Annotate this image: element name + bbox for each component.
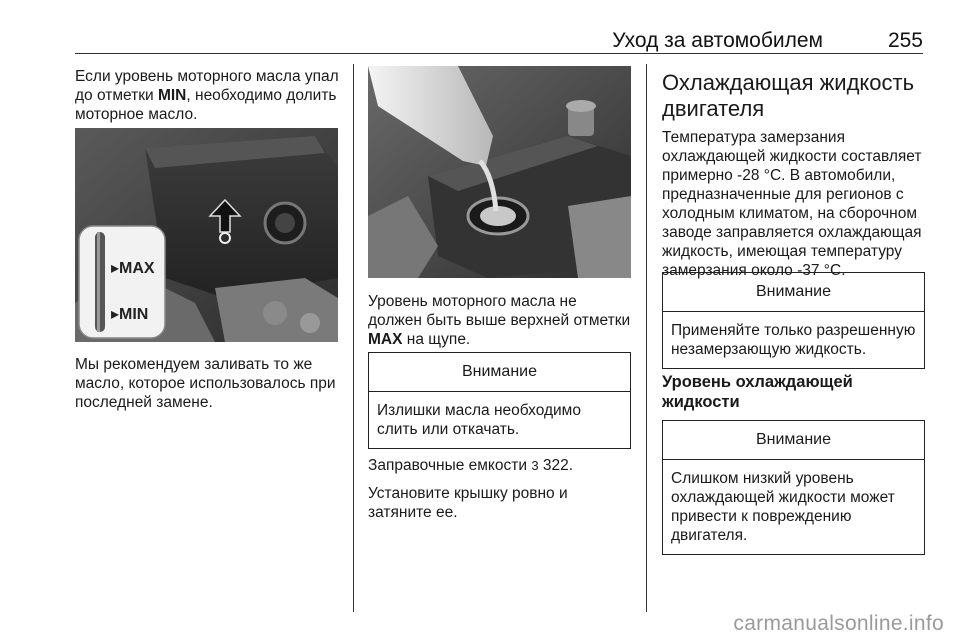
- page-number: 255: [887, 29, 923, 52]
- column-middle: [368, 292, 633, 358]
- paragraph-capacities[interactable]: Заправочные емкости 3 322.: [368, 457, 574, 474]
- paragraph-install-cap: Установите крышку ровно и затяните ее.: [368, 485, 568, 521]
- paragraph-recommend-oil: Мы рекомендуем заливать то же масло, которое использовалось при последней замене.: [75, 356, 336, 411]
- warning-box-excess-oil: [368, 352, 631, 449]
- dipstick-min-label: ▸MIN: [111, 306, 149, 323]
- warning-text: Излишки масла необходимо слить или откачать.: [377, 402, 581, 438]
- oil-filling-illustration: [368, 66, 631, 278]
- warning-title: Внимание: [663, 273, 924, 312]
- page-ref-link[interactable]: 322.: [542, 457, 574, 474]
- page-ref-icon: 3: [531, 458, 539, 473]
- section-heading-coolant: Охлаждающая жидкость двигателя: [662, 70, 915, 121]
- column-left: [75, 67, 343, 133]
- dipstick-max-label: ▸MAX: [111, 260, 155, 277]
- min-mark-label: MIN: [157, 87, 187, 104]
- paragraph-min-level: Если уровень моторного масла упал до отметки MIN, необходимо долить моторное масло.: [75, 68, 339, 123]
- page-header: [75, 27, 923, 54]
- warning-title: Внимание: [369, 353, 630, 392]
- column-divider-left: [353, 64, 354, 612]
- oil-filling-photo: [368, 66, 631, 278]
- column-right: [662, 70, 927, 289]
- section-title: Уход за автомобилем: [612, 29, 823, 52]
- dipstick-photo: [75, 128, 338, 342]
- coolant-level-heading-wrap: [662, 372, 927, 412]
- paragraph-max-level: Уровень моторного масла не должен быть выше верхней отметки MAX на щупе.: [368, 293, 631, 348]
- watermark: carmanualsonline.info: [733, 612, 944, 635]
- warning-title: Внимание: [663, 421, 924, 460]
- warning-box-low-coolant: [662, 420, 925, 555]
- max-mark-label: MAX: [368, 331, 403, 348]
- warning-text: Слишком низкий уровень охлаждающей жидкости может привести к повреждению двигателя.: [671, 470, 895, 544]
- column-divider-right: [646, 64, 647, 612]
- paragraph-coolant-freezing: Температура замерзания охлаждающей жидкости составляет примерно -28 °C. В автомобили, предназначенные для регионов с холодным климатом, на сборочном заводе заправляется охлаждающая жидкость, имеющая температуру замерзания около -37 °C.: [662, 129, 922, 279]
- subheading-coolant-level: Уровень охлаждающей жидкости: [662, 373, 853, 411]
- column-left-lower: [75, 355, 343, 421]
- warning-box-approved-coolant: [662, 272, 925, 369]
- warning-text: Применяйте только разрешенную незамерзающую жидкость.: [671, 322, 916, 358]
- column-middle-lower: [368, 456, 633, 531]
